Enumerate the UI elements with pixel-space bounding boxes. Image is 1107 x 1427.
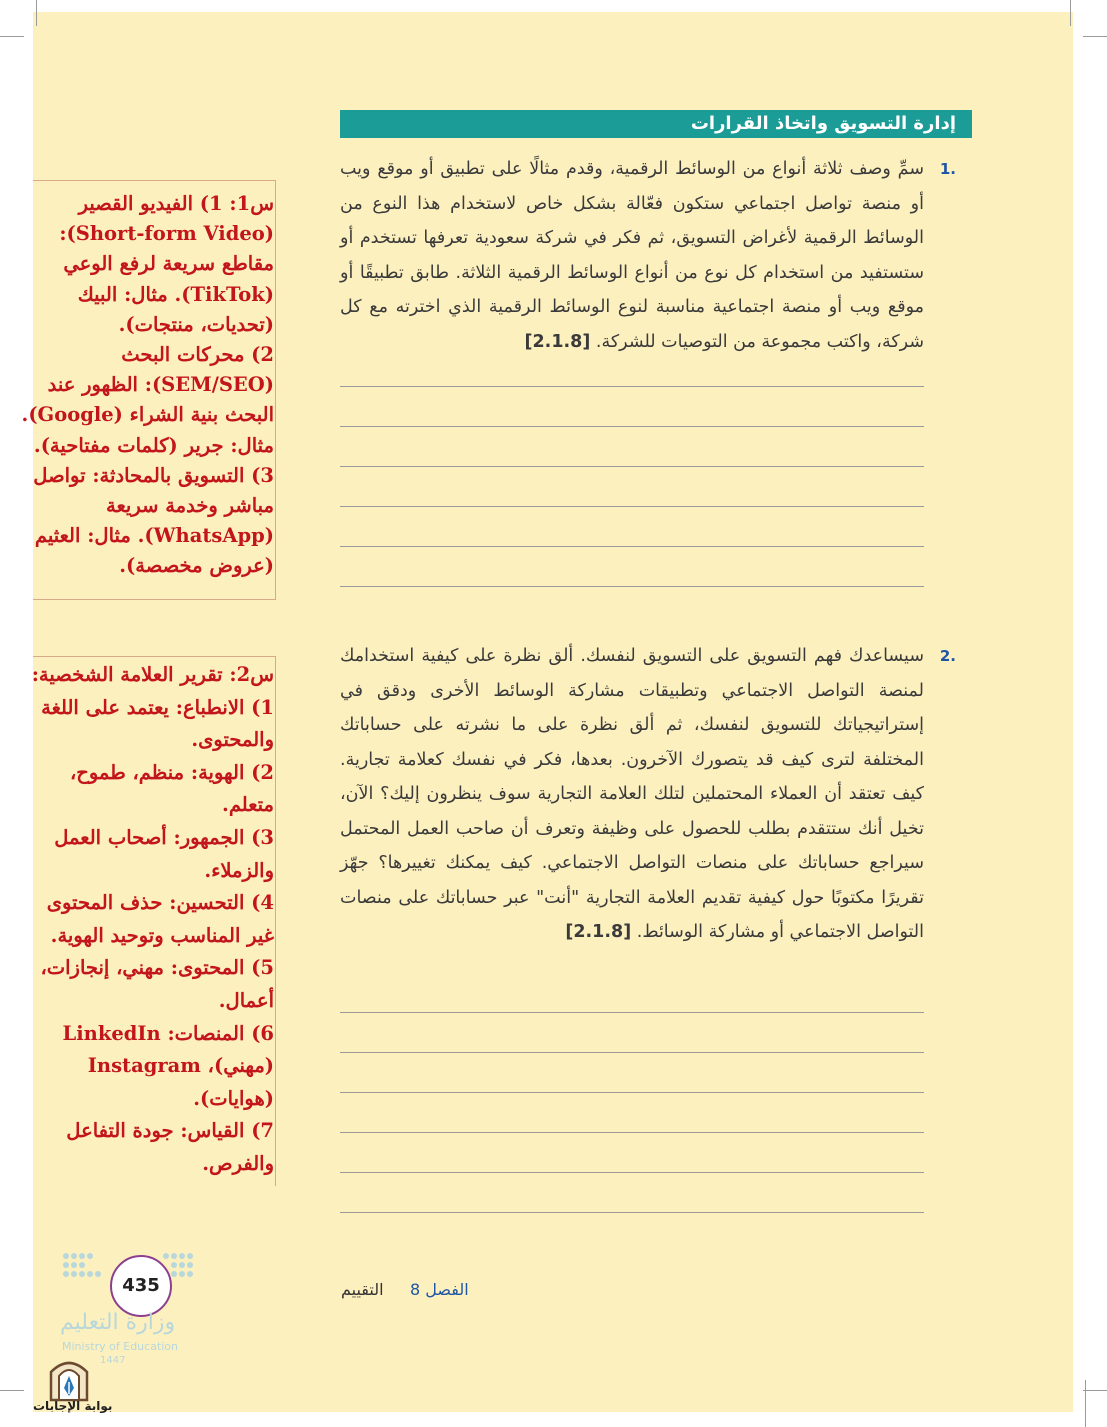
note-line: 4) التحسين: حذف المحتوى (46, 891, 274, 915)
answers-portal-label: بوابة الإجابات (33, 1399, 113, 1413)
note-line: (تحديات، منتجات). (118, 312, 274, 336)
section-title: إدارة التسويق واتخاذ القرارات (340, 110, 972, 138)
note-line: أعمال. (218, 988, 274, 1012)
note-line: (عروض مخصصة). (119, 554, 274, 578)
answer-line[interactable] (340, 426, 924, 427)
answer-line[interactable] (340, 1212, 924, 1213)
answer-line[interactable] (340, 586, 924, 587)
answer-line[interactable] (340, 386, 924, 387)
answer-line[interactable] (340, 1092, 924, 1093)
crop-mark (36, 0, 37, 26)
note-line: متعلم. (222, 793, 274, 817)
answer-line[interactable] (340, 466, 924, 467)
ministry-name-arabic: وزارة التعليم (60, 1310, 176, 1335)
ministry-year: 1447 (100, 1355, 126, 1366)
note-line: (هوايات). (193, 1086, 274, 1110)
crop-mark (1070, 0, 1071, 26)
note-line: 7) القياس: جودة التفاعل (66, 1119, 274, 1143)
crop-mark (1085, 1380, 1086, 1427)
chapter-label: الفصل 8 (410, 1280, 469, 1299)
answer-line[interactable] (340, 1172, 924, 1173)
note-line: 2) الهوية: منظم، طموح، (69, 760, 274, 784)
answer-note-q2 (33, 656, 276, 1186)
note-line: 3) التسويق بالمحادثة: تواصل (33, 463, 274, 487)
note-line: (WhatsApp). مثال: العثيم (34, 524, 274, 548)
note-line: مقاطع سريعة لرفع الوعي (63, 252, 274, 276)
answer-line[interactable] (340, 1052, 924, 1053)
note-line: 2) محركات البحث (121, 343, 274, 367)
outcome-code: [2.1.8] (524, 331, 591, 352)
note-line: غير المناسب وتوحيد الهوية. (50, 923, 274, 947)
note-line: (SEM/SEO): الظهور عند (47, 373, 274, 397)
crop-mark (1083, 36, 1107, 37)
note-line: 1) الانطباع: يعتمد على اللغة (41, 695, 274, 719)
note-line: (Short-form Video): (59, 222, 274, 246)
question-2 (340, 639, 956, 950)
outcome-code: [2.1.8] (565, 922, 632, 942)
chapter-name: التقييم (341, 1280, 384, 1299)
note-line: والزملاء. (204, 858, 274, 882)
note-line: البحث بنية الشراء (Google). (21, 403, 274, 427)
answer-line[interactable] (340, 1012, 924, 1013)
note-line: مباشر وخدمة سريعة (106, 494, 274, 518)
answers-portal-logo-icon (45, 1352, 93, 1402)
question-number: 1. (939, 160, 956, 178)
crop-mark (0, 1390, 24, 1391)
ministry-name-english: Ministry of Education (62, 1340, 179, 1353)
question-text: سمِّ وصف ثلاثة أنواع من الوسائط الرقمية، وقدم مثالًا على تطبيق أو موقع ويب أو منصة تواصل اجتماعي ستكون فعّالة بشكل خاص لاستخدام هذا النوع من الوسائط الرقمية لأغراض التسويق، ثم فكر في شركة سعودية تعرفها تستخدم أو ستستفيد من استخدام كل نوع من أنواع الوسائط الرقمية الثلاثة. طابق تطبيقًا أو موقع ويب أو منصة اجتماعية مناسبة لنوع الوسائط الرقمية الذي اخترته مع كل شركة، واكتب مجموعة من التوصيات للشركة. (340, 159, 924, 352)
note-line: مثال: جرير (كلمات مفتاحية). (33, 433, 274, 457)
answer-line[interactable] (340, 546, 924, 547)
page-number: 435 (110, 1255, 172, 1317)
answer-note-q1 (21, 180, 276, 600)
note-line: والمحتوى. (191, 728, 274, 752)
note-line: 5) المحتوى: مهني، إنجازات، (40, 956, 274, 980)
question-number: 2. (939, 647, 956, 665)
question-1 (340, 152, 956, 359)
crop-mark (0, 36, 24, 37)
question-text: سيساعدك فهم التسويق على التسويق لنفسك. ألق نظرة على كيفية استخدامك لمنصة التواصل الاجتماعي وتطبيقات مشاركة الوسائط الأخرى ودقق في إستراتيجياتك للتسويق لنفسك، ثم ألق نظرة على ما نشرته على حساباتك المختلفة لترى كيف قد يتصورك الآخرون. بعدها، فكر في نفسك كعلامة تجارية. كيف تعتقد أن العملاء المحتملين لتلك العلامة التجارية سوف ينظرون إليك؟ الآن، تخيل أنك ستتقدم بطلب للحصول على وظيفة وتعرف أن صاحب العمل المحتمل سيراجع حساباتك على منصات التواصل الاجتماعي. كيف يمكنك تغييرها؟ جهّز تقريرًا مكتوبًا حول كيفية تقديم العلامة التجارية "أنت" عبر حساباتك على منصات التواصل الاجتماعي أو مشاركة الوسائط. (340, 646, 924, 942)
note-line: س2: تقرير العلامة الشخصية: (31, 663, 274, 686)
note-line: (مهني)، Instagram (87, 1054, 274, 1078)
answer-line[interactable] (340, 506, 924, 507)
note-line: 3) الجمهور: أصحاب العمل (54, 825, 274, 849)
note-line: س1: 1) الفيديو القصير (78, 192, 274, 215)
note-line: (TikTok). مثال: البيك (77, 282, 274, 306)
note-line: والفرص. (202, 1151, 274, 1175)
note-line: 6) المنصات: LinkedIn (62, 1021, 274, 1045)
crop-mark (1083, 1390, 1107, 1391)
answer-line[interactable] (340, 1132, 924, 1133)
